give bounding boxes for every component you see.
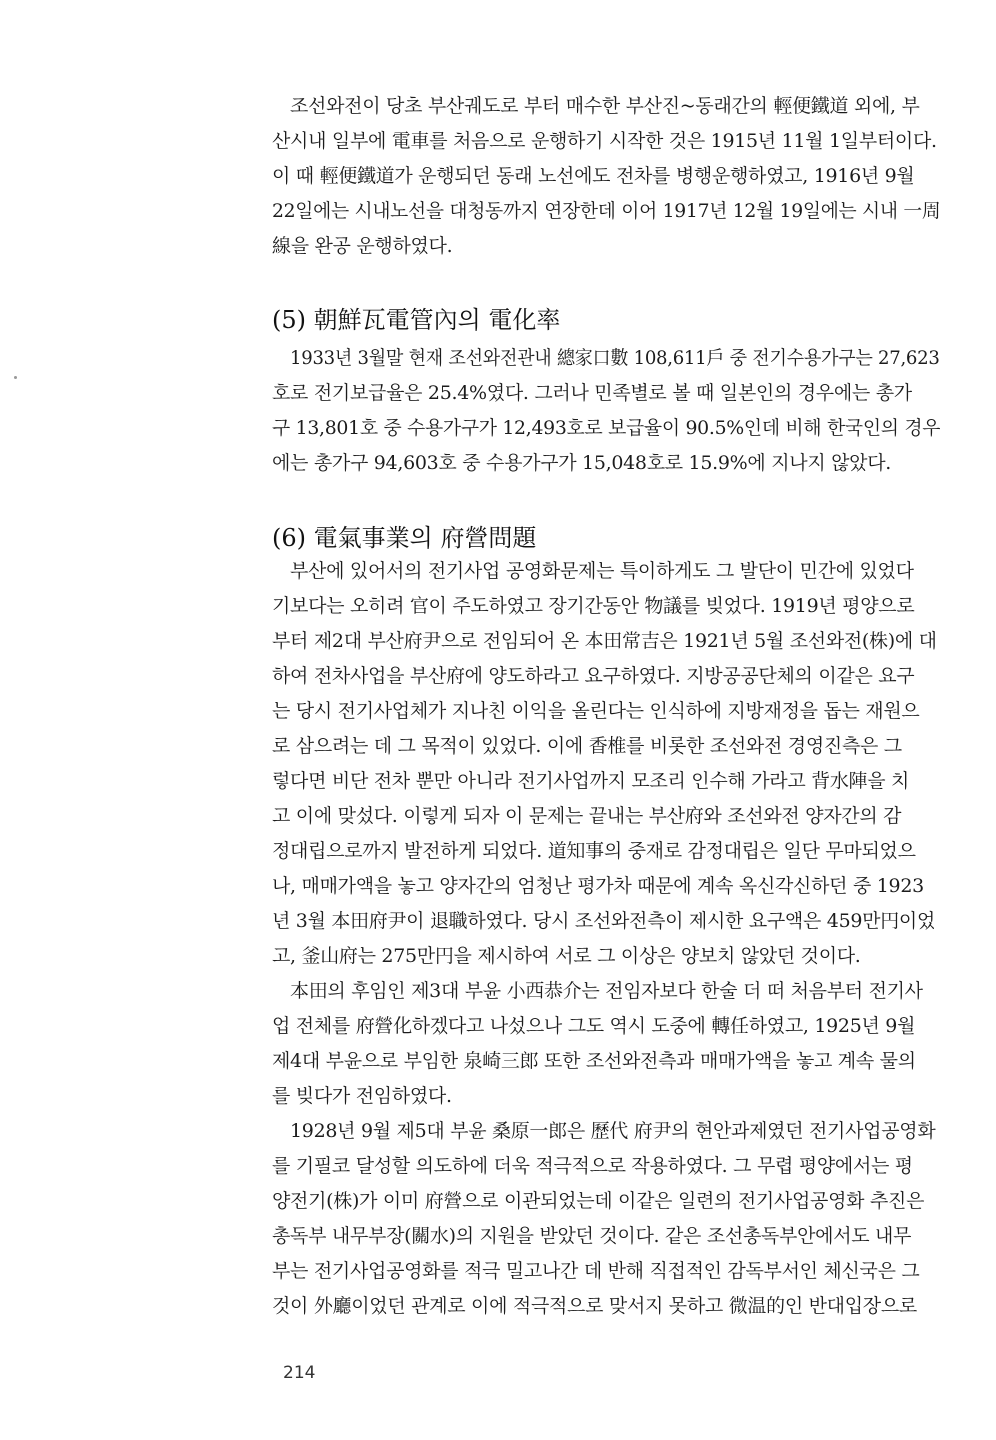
paragraph-line: 렇다면 비단 전차 뿐만 아니라 전기사업까지 모조리 인수해 가라고 背水陣을 치 [272, 770, 910, 792]
paragraph-line: 1928년 9월 제5대 부윤 桑原一郎은 歷代 府尹의 현안과제였던 전기사업공영화 [290, 1120, 936, 1142]
paragraph-line: 조선와전이 당초 부산궤도로 부터 매수한 부산진~동래간의 輕便鐵道 외에, 부 [290, 95, 920, 117]
paragraph-line: 것이 外廳이었던 관계로 이에 적극적으로 맞서지 못하고 微温的인 반대입장으로 [272, 1295, 917, 1317]
paragraph-line: 1933년 3월말 현재 조선와전관내 總家口數 108,611戶 중 전기수용가구는 27,623 [290, 347, 940, 369]
scan-speck [14, 376, 17, 379]
paragraph-line: 총독부 내무부장(關水)의 지원을 받았던 것이다. 같은 조선총독부안에서도 내무 [272, 1225, 912, 1247]
paragraph-line: 나, 매매가액을 놓고 양자간의 엄청난 평가차 때문에 계속 옥신각신하던 중 1923 [272, 875, 924, 897]
intro-paragraph [272, 90, 940, 260]
paragraph-line: 로 삼으려는 데 그 목적이 있었다. 이에 香椎를 비롯한 조선와전 경영진측은 그 [272, 735, 902, 757]
paragraph-line: 이 때 輕便鐵道가 운행되던 동래 노선에도 전차를 병행운행하였고, 1916년 9월 [272, 165, 915, 187]
paragraph-line: 고, 釜山府는 275만円을 제시하여 서로 그 이상은 양보치 않았던 것이다. [272, 945, 861, 967]
paragraph-line: 제4대 부윤으로 부임한 泉崎三郎 또한 조선와전측과 매매가액을 놓고 계속 물의 [272, 1050, 916, 1072]
electrification-paragraph [272, 342, 940, 482]
paragraph-line: 22일에는 시내노선을 대청동까지 연장한데 이어 1917년 12월 19일에는 시내 一周 [272, 200, 941, 222]
paragraph-line: 정대립으로까지 발전하게 되었다. 道知事의 중재로 감정대립은 일단 무마되었으 [272, 840, 916, 862]
paragraph-line: 구 13,801호 중 수용가구가 12,493호로 보급율이 90.5%인데 비해 한국인의 경우 [272, 417, 941, 439]
paragraph-line: 를 기필코 달성할 의도하에 더욱 적극적으로 작용하였다. 그 무렵 평양에서는 평 [272, 1155, 913, 1177]
section-heading-municipal-management: (6) 電氣事業의 府營問題 [272, 524, 537, 552]
paragraph-line: 고 이에 맞섰다. 이렇게 되자 이 문제는 끝내는 부산府와 조선와전 양자간의 감 [272, 805, 902, 827]
paragraph-line: 양전기(株)가 이미 府營으로 이관되었는데 이같은 일련의 전기사업공영화 추진은 [272, 1190, 925, 1212]
section-heading-electrification-rate: (5) 朝鮮瓦電管內의 電化率 [272, 306, 561, 334]
paragraph-line: 호로 전기보급율은 25.4%였다. 그러나 민족별로 볼 때 일본인의 경우에는 총가 [272, 382, 912, 404]
paragraph-line: 업 전체를 府營化하겠다고 나섰으나 그도 역시 도중에 轉任하였고, 1925년 9월 [272, 1015, 916, 1037]
paragraph-line: 부산에 있어서의 전기사업 공영화문제는 특이하게도 그 발단이 민간에 있었다 [290, 560, 914, 582]
paragraph-line: 년 3월 本田府尹이 退職하였다. 당시 조선와전측이 제시한 요구액은 459만円이었 [272, 910, 936, 932]
paragraph-line: 線을 완공 운행하였다. [272, 235, 453, 257]
paragraph-line: 부터 제2대 부산府尹으로 전임되어 온 本田常吉은 1921년 5월 조선와전(株)에 대 [272, 630, 937, 652]
paragraph-line: 에는 총가구 94,603호 중 수용가구가 15,048호로 15.9%에 지나지 않았다. [272, 452, 892, 474]
paragraph-line: 산시내 일부에 電車를 처음으로 운행하기 시작한 것은 1915년 11월 1일부터이다. [272, 130, 937, 152]
page-number: 214 [283, 1363, 316, 1383]
paragraph-line: 를 빚다가 전임하였다. [272, 1085, 452, 1107]
municipal-management-body [272, 555, 940, 1345]
paragraph-line: 는 당시 전기사업체가 지나친 이익을 올린다는 인식하에 지방재정을 돕는 재원으 [272, 700, 920, 722]
paragraph-line: 하여 전차사업을 부산府에 양도하라고 요구하였다. 지방공공단체의 이같은 요구 [272, 665, 915, 687]
paragraph-line: 本田의 후임인 제3대 부윤 小西恭介는 전임자보다 한술 더 떠 처음부터 전기사 [290, 980, 923, 1002]
paragraph-line: 기보다는 오히려 官이 주도하였고 장기간동안 物議를 빚었다. 1919년 평양으로 [272, 595, 915, 617]
paragraph-line: 부는 전기사업공영화를 적극 밀고나간 데 반해 직접적인 감독부서인 체신국은 그 [272, 1260, 920, 1282]
